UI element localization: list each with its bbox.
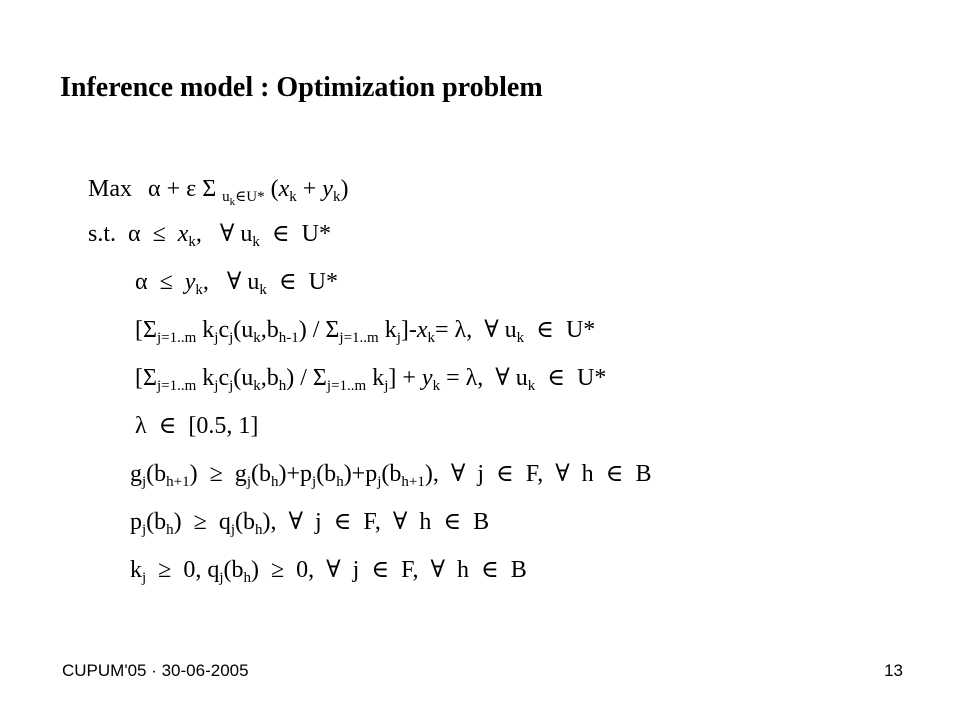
- constraint-alpha-y: $\alpha \le y_k$, ∀ $u_k$ ∈ U*: [135, 269, 338, 298]
- footer-conference-date: CUPUM'05 · 30-06-2005: [62, 661, 249, 680]
- page-number: 13: [884, 661, 903, 680]
- slide-title: Inference model : Optimization problem: [60, 72, 543, 103]
- constraint-g-profile: $g_j(b_{h+1}) \ge g_j(b_h)+p_j(b_h)+p_j(b_{h+1})$, ∀ j ∈ F, ∀ h ∈ B: [130, 461, 652, 490]
- constraint-p-q: $p_j(b_h) \ge q_j(b_h)$, ∀ j ∈ F, ∀ h ∈ B: [130, 509, 490, 538]
- constraint-lambda-range: λ ∈ [0.5, 1]: [135, 413, 259, 439]
- constraint-nonnegativity: $k_j \ge 0$, $q_j(b_h) \ge 0$, ∀ j ∈ F, ∀ h ∈ B: [130, 557, 527, 586]
- constraint-lower-profile: [$\Sigma_{j=1..m}$ $k_jc_j(u_k,b_{h-1}) / \Sigma_{j=1..m}$ $k_j]-x_k= \lambda$, ∀ $u_k$ ∈ U*: [135, 317, 596, 346]
- constraint-upper-profile: [$\Sigma_{j=1..m}$ $k_jc_j(u_k,b_h) / \Sigma_{j=1..m}$ $k_j] + y_k = \lambda$, ∀ $u_k$ ∈ U*: [135, 365, 607, 394]
- objective-function: Max α + ε Σ $_{u_k\in U*}$ $(x_k + y_k)$: [88, 176, 349, 208]
- constraint-alpha-x: s.t. $\alpha \le x_k$, ∀ $u_k$ ∈ U*: [88, 221, 332, 250]
